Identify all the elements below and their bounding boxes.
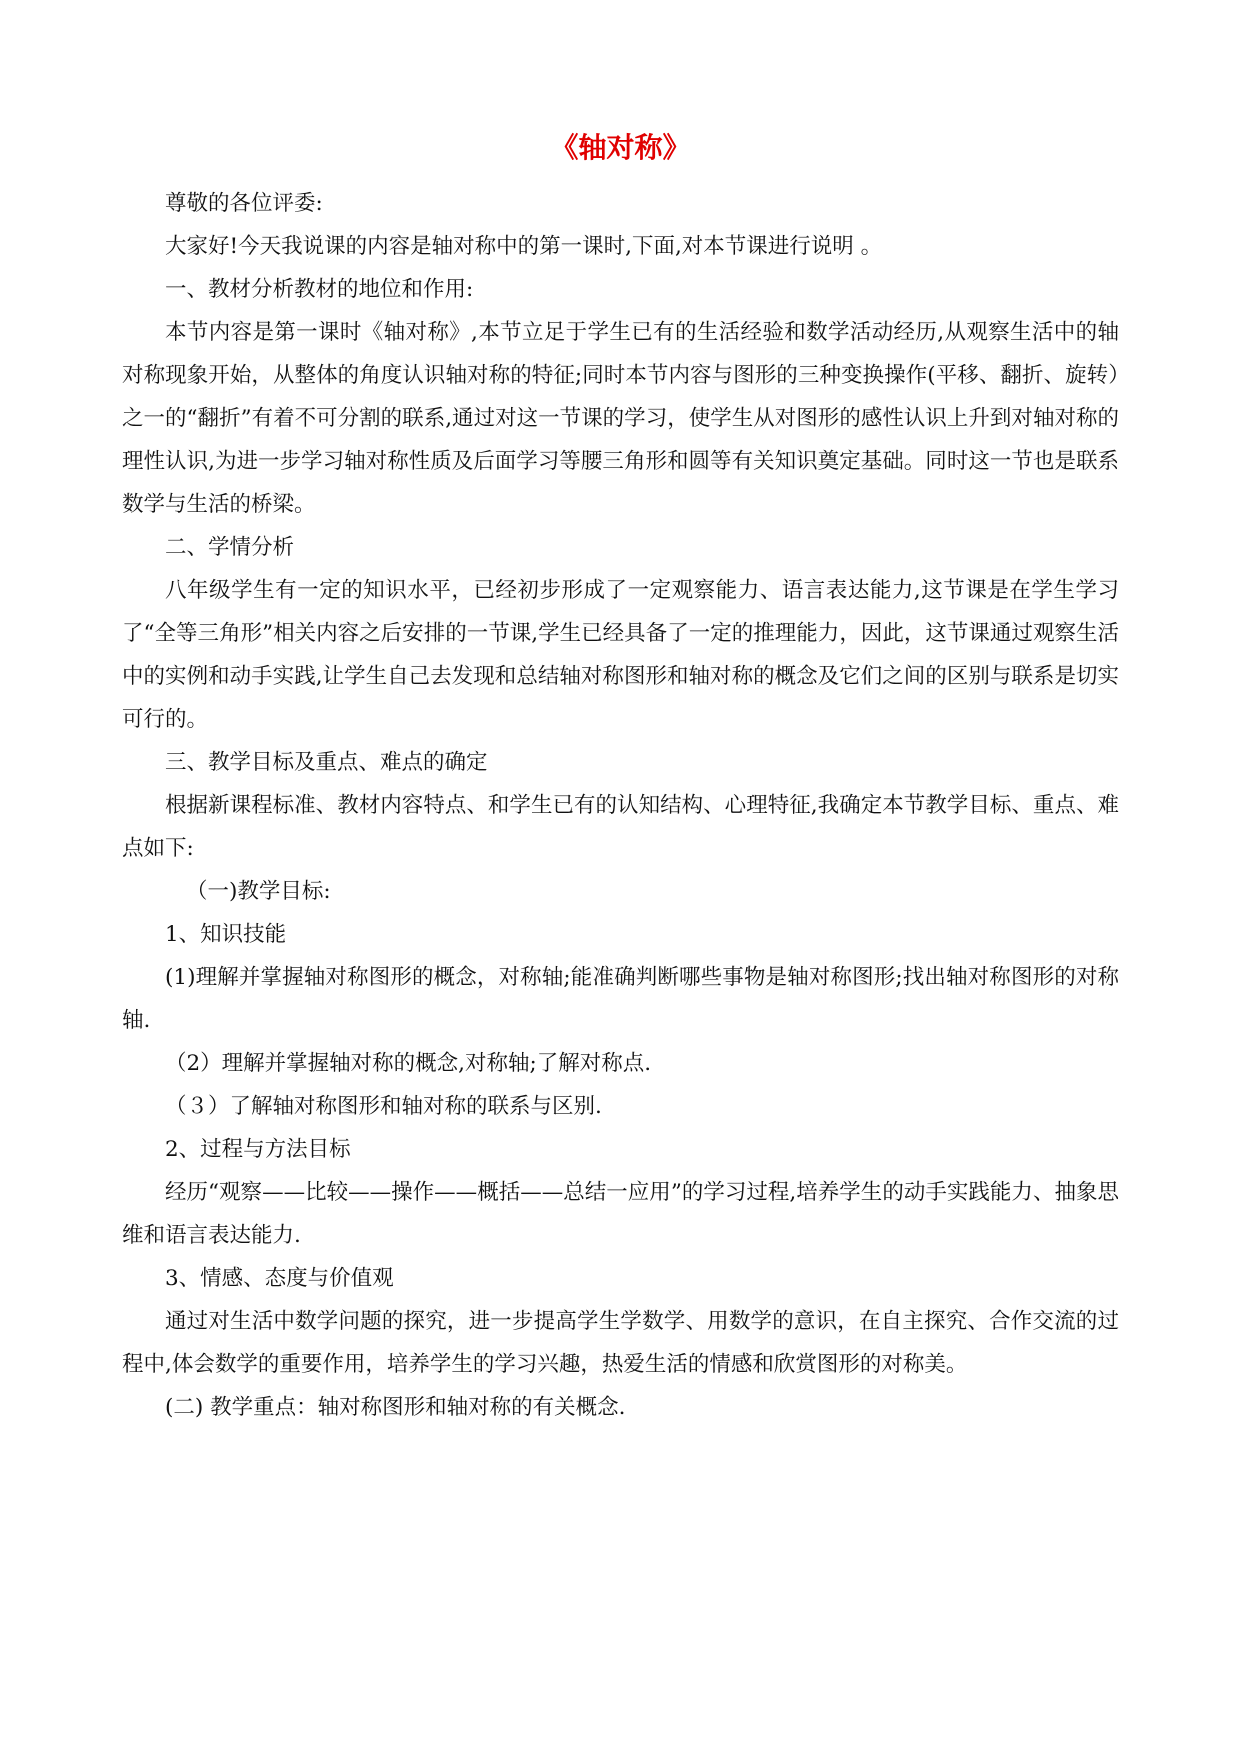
subheading-key-points: (二) 教学重点：轴对称图形和轴对称的有关概念. <box>165 1395 626 1420</box>
subheading-teaching-goals: （一)教学目标: <box>186 879 331 904</box>
paragraph-emotion-values: 通过对生活中数学问题的探究，进一步提高学生学数学、用数学的意识，在自主探究、合作交流的过程中,体会数学的重要作用，培养学生的学习兴趣，热爱生活的情感和欣赏图形的对称美。 <box>122 1309 1119 1377</box>
paragraph-objectives-basis: 根据新课程标准、教材内容特点、和学生已有的认知结构、心理特征,我确定本节教学目标、重点、难点如下: <box>122 793 1119 861</box>
section-heading-1: 一、教材分析教材的地位和作用: <box>165 277 474 302</box>
document-title: 《轴对称》 <box>550 131 691 164</box>
subheading-knowledge-skills: 1、知识技能 <box>165 922 287 947</box>
paragraph-process-method: 经历“观察——比较——操作——概括——总结一应用”的学习过程,培养学生的动手实践能力、抽象思维和语言表达能力. <box>122 1180 1119 1248</box>
paragraph-student-analysis: 八年级学生有一定的知识水平，已经初步形成了一定观察能力、语言表达能力,这节课是在学生学习了“全等三角形”相关内容之后安排的一节课,学生已经具备了一定的推理能力，因此，这节课通过观察生活中的实例和动手实践,让学生自己去发现和总结轴对称图形和轴对称的概念及它们之间的区别与联系是切实可行的。 <box>122 578 1119 732</box>
paragraph-intro: 大家好!今天我说课的内容是轴对称中的第一课时,下面,对本节课进行说明 。 <box>165 234 883 259</box>
section-heading-2: 二、学情分析 <box>165 535 295 560</box>
section-heading-3: 三、教学目标及重点、难点的确定 <box>165 750 488 775</box>
paragraph-greeting: 尊敬的各位评委: <box>165 191 323 216</box>
list-item-3: （３）了解轴对称图形和轴对称的联系与区别. <box>165 1094 602 1119</box>
subheading-process-method: 2、过程与方法目标 <box>165 1137 351 1162</box>
list-item-1: (1)理解并掌握轴对称图形的概念，对称轴;能准确判断哪些事物是轴对称图形;找出轴对称图形的对称轴. <box>122 965 1119 1033</box>
list-item-2: （2）理解并掌握轴对称的概念,对称轴;了解对称点. <box>165 1051 652 1076</box>
subheading-emotion-values: 3、情感、态度与价值观 <box>165 1266 394 1291</box>
paragraph-textbook-analysis: 本节内容是第一课时《轴对称》,本节立足于学生已有的生活经验和数学活动经历,从观察生活中的轴对称现象开始，从整体的角度认识轴对称的特征;同时本节内容与图形的三种变换操作(平移、翻折、旋转）之一的“翻折”有着不可分割的联系,通过对这一节课的学习，使学生从对图形的感性认识上升到对轴对称的理性认识,为进一步学习轴对称性质及后面学习等腰三角形和圆等有关知识奠定基础。同时这一节也是联系数学与生活的桥梁。 <box>122 320 1119 517</box>
